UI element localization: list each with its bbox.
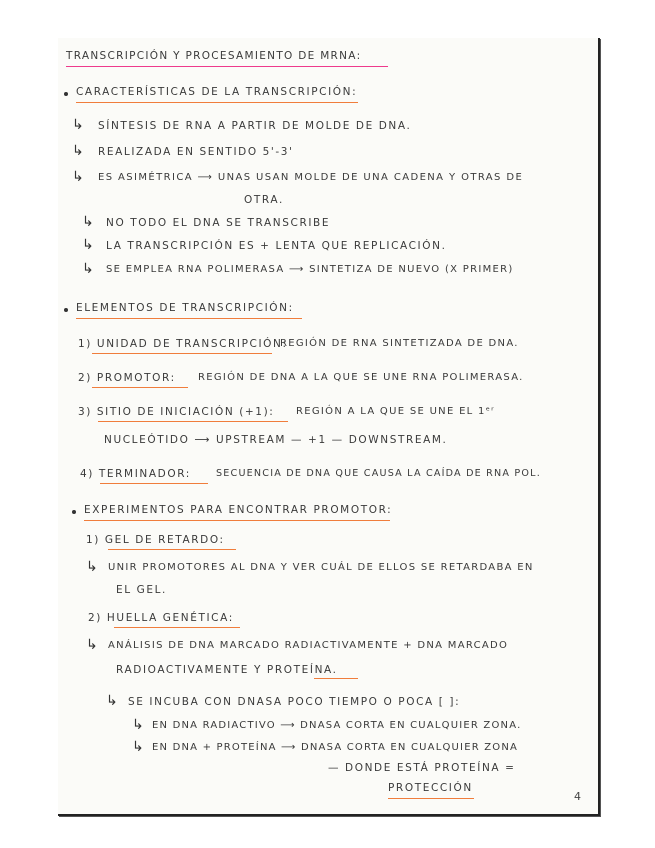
hook-arrow-icon: ↳ (72, 143, 84, 159)
section2-underline (76, 318, 302, 319)
experiment-line: EL GEL. (116, 584, 167, 596)
section1-line: LA TRANSCRIPCIÓN ES + LENTA QUE REPLICACIÓN. (106, 240, 447, 252)
section1-underline (76, 102, 358, 103)
hook-arrow-icon: ↳ (106, 693, 118, 709)
section3-underline (84, 520, 390, 521)
experiment-line: UNIR PROMOTORES AL DNA Y VER CUÁL DE ELLOS SE RETARDABA EN (108, 562, 534, 573)
section1-line: REALIZADA EN SENTIDO 5'-3' (98, 146, 294, 158)
term-underline (92, 353, 272, 354)
experiment-line: EN DNA RADIACTIVO ⟶ DNASA CORTA EN CUALQUIER ZONA. (152, 720, 522, 731)
hook-arrow-icon: ↳ (86, 559, 98, 575)
notebook-page (58, 38, 600, 816)
hook-arrow-icon: ↳ (86, 637, 98, 653)
experiment-heading: 2) HUELLA GENÉTICA: (88, 612, 234, 624)
hook-arrow-icon: ↳ (72, 169, 84, 185)
hook-arrow-icon: ↳ (72, 117, 84, 133)
section1-line: SE EMPLEA RNA POLIMERASA ⟶ SINTETIZA DE NUEVO (X PRIMER) (106, 264, 514, 275)
hook-arrow-icon: ↳ (132, 717, 144, 733)
element-term: 3) SITIO DE INICIACIÓN (+1): (78, 406, 275, 418)
protection-underline (388, 798, 474, 799)
hook-arrow-icon: ↳ (82, 237, 94, 253)
section3-heading: EXPERIMENTOS PARA ENCONTRAR PROMOTOR: (84, 504, 393, 516)
bullet-dot (72, 510, 76, 514)
element-text: REGIÓN A LA QUE SE UNE EL 1ᵉʳ (296, 406, 496, 417)
trailing-dash (314, 678, 358, 679)
bullet-dot (64, 308, 68, 312)
element-term: 1) UNIDAD DE TRANSCRIPCIÓN: (78, 338, 288, 350)
term-underline (92, 387, 188, 388)
title-underline (66, 66, 388, 67)
section1-line: SÍNTESIS DE RNA A PARTIR DE MOLDE DE DNA. (98, 120, 412, 132)
term-underline (100, 483, 208, 484)
experiment-line: ANÁLISIS DE DNA MARCADO RADIACTIVAMENTE + DNA MARCADO (108, 640, 509, 651)
page-title: TRANSCRIPCIÓN Y PROCESAMIENTO DE MRNA: (66, 50, 362, 62)
experiment-line: PROTECCIÓN (388, 782, 473, 794)
term-underline (98, 421, 288, 422)
bullet-dot (64, 92, 68, 96)
experiment-heading: 1) GEL DE RETARDO: (86, 534, 225, 546)
element-text: REGIÓN DE RNA SINTETIZADA DE DNA. (280, 338, 519, 349)
section1-line: ES ASIMÉTRICA ⟶ UNAS USAN MOLDE DE UNA CADENA Y OTRAS DE (98, 172, 524, 183)
hook-arrow-icon: ↳ (82, 261, 94, 277)
experiment-line: RADIOACTIVAMENTE Y PROTEÍNA. (116, 664, 338, 676)
page-number: 4 (574, 790, 581, 803)
element-text: NUCLEÓTIDO ⟶ UPSTREAM — +1 — DOWNSTREAM. (104, 434, 448, 446)
section1-heading: CARACTERÍSTICAS DE LA TRANSCRIPCIÓN: (76, 86, 358, 98)
element-term: 2) PROMOTOR: (78, 372, 176, 384)
element-term: 4) TERMINADOR: (80, 468, 191, 480)
hook-arrow-icon: ↳ (82, 214, 94, 230)
experiment-underline (108, 549, 236, 550)
experiment-line: SE INCUBA CON DNASA POCO TIEMPO O POCA [ ]: (128, 696, 461, 708)
hook-arrow-icon: ↳ (132, 739, 144, 755)
element-text: SECUENCIA DE DNA QUE CAUSA LA CAÍDA DE RNA POL. (216, 468, 541, 479)
section1-line: OTRA. (244, 194, 284, 206)
experiment-line: EN DNA + PROTEÍNA ⟶ DNASA CORTA EN CUALQUIER ZONA (152, 742, 519, 753)
experiment-line: — DONDE ESTÁ PROTEÍNA = (328, 762, 516, 774)
section2-heading: ELEMENTOS DE TRANSCRIPCIÓN: (76, 302, 294, 314)
experiment-underline (114, 627, 240, 628)
element-text: REGIÓN DE DNA A LA QUE SE UNE RNA POLIMERASA. (198, 372, 524, 383)
section1-line: NO TODO EL DNA SE TRANSCRIBE (106, 217, 331, 229)
